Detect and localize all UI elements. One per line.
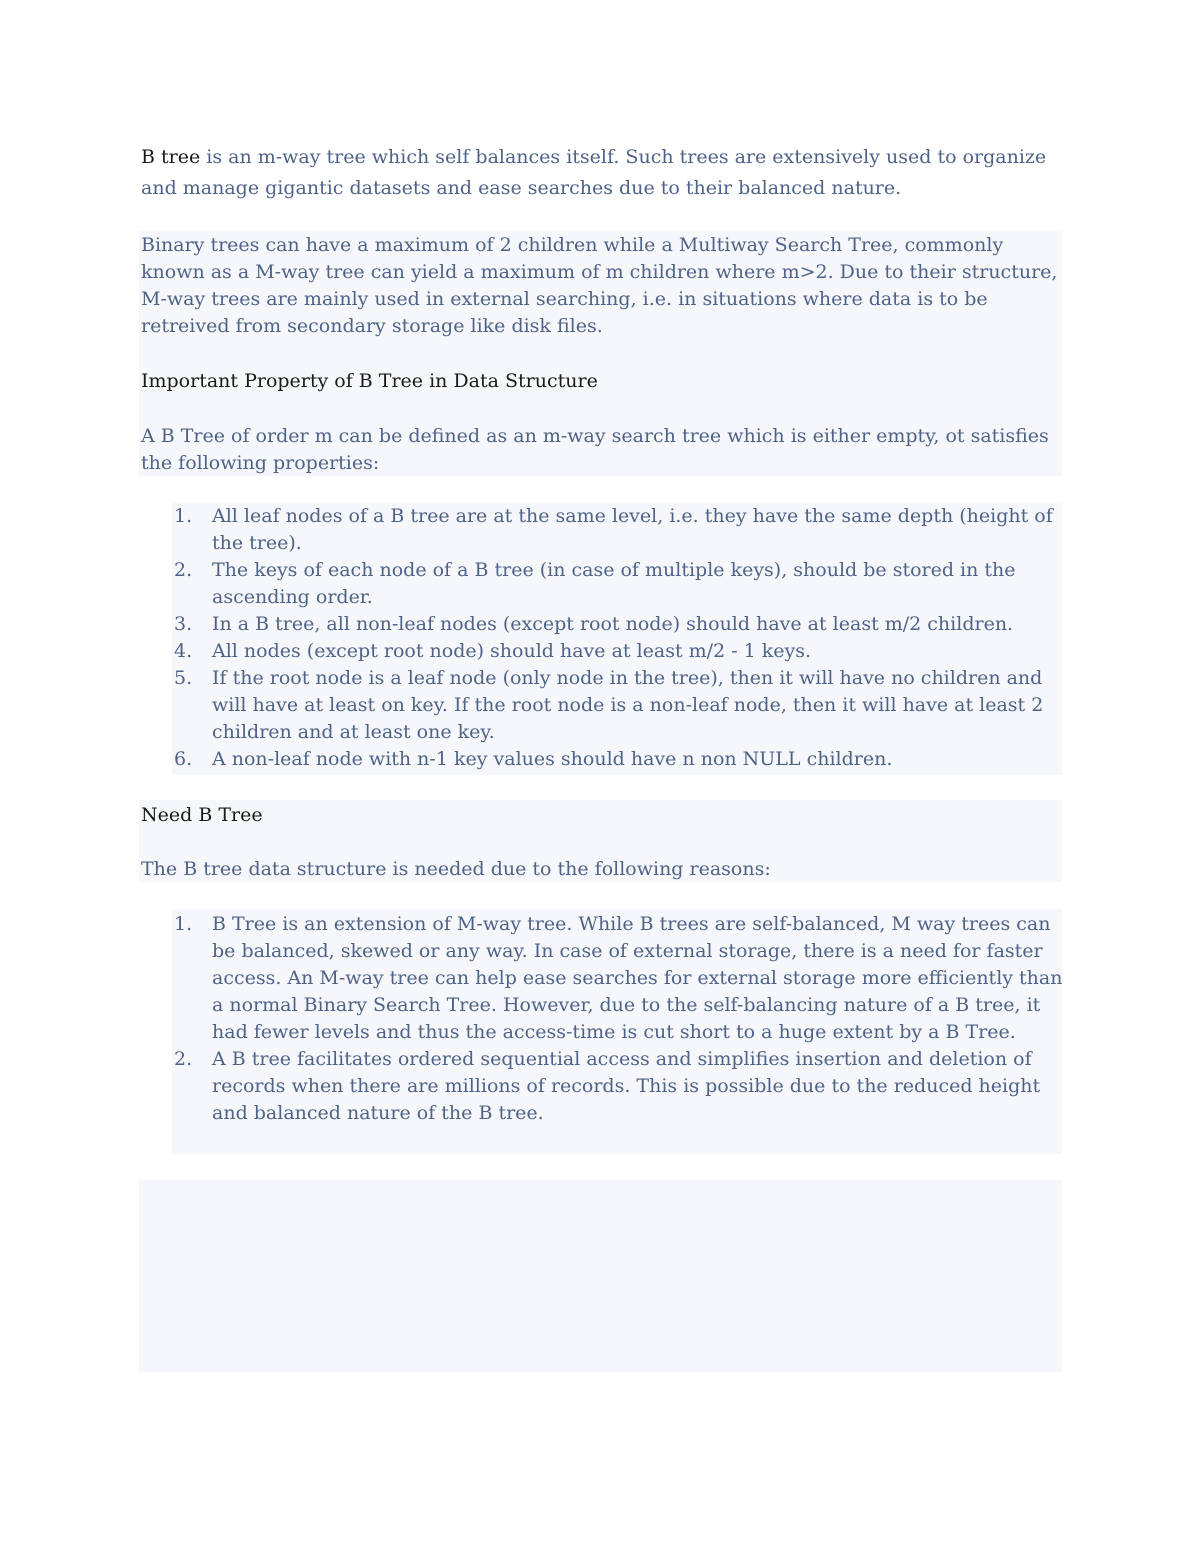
list-text: A B tree facilitates ordered sequential access and simplifies insertion and deletion of records when there are millions of records. This is possible due to the reduced height and balanced nature of the B tree.	[212, 1048, 1041, 1124]
list-item	[174, 1046, 1064, 1127]
list-number: 1.	[174, 505, 193, 527]
list-item	[174, 911, 1064, 1046]
list-text: All nodes (except root node) should have at least m/2 - 1 keys.	[212, 640, 812, 662]
property-heading: Important Property of B Tree in Data Structure	[141, 370, 598, 392]
list-item	[174, 665, 1064, 746]
list-item	[174, 503, 1064, 557]
list-text: In a B tree, all non-leaf nodes (except root node) should have at least m/2 children.	[212, 613, 1014, 635]
intro-text: is an m-way tree which self balances itself. Such trees are extensively used to organize and manage gigantic datasets and ease searches due to their balanced nature.	[141, 146, 1047, 199]
list-number: 3.	[174, 613, 193, 635]
list-number: 4.	[174, 640, 193, 662]
binary-paragraph: Binary trees can have a maximum of 2 children while a Multiway Search Tree, commonly known as a M-way tree can yield a maximum of m children where m>2. Due to their structure, M-way trees are mainly used in external searching, i.e. in situations where data is to be retreived from secondary storage like disk files.	[141, 234, 1058, 337]
list-number: 5.	[174, 667, 193, 689]
list-item	[174, 557, 1064, 611]
list-text: A non-leaf node with n-1 key values should have n non NULL children.	[212, 748, 893, 770]
list-number: 1.	[174, 913, 193, 935]
reasons-list	[174, 911, 1064, 1127]
property-intro: A B Tree of order m can be defined as an m-way search tree which is either empty, ot satisfies the following properties:	[141, 425, 1049, 474]
list-item	[174, 746, 1064, 773]
need-heading: Need B Tree	[141, 804, 263, 826]
list-text: If the root node is a leaf node (only node in the tree), then it will have no children and will have at least on key. If the root node is a non-leaf node, then it will have at least 2 children and at least one key.	[212, 667, 1044, 743]
list-number: 6.	[174, 748, 193, 770]
list-item	[174, 638, 1064, 665]
list-number: 2.	[174, 559, 193, 581]
need-intro: The B tree data structure is needed due to the following reasons:	[141, 858, 771, 880]
list-text: The keys of each node of a B tree (in case of multiple keys), should be stored in the ascending order.	[212, 559, 1016, 608]
intro-term: B tree	[141, 146, 201, 168]
list-text: All leaf nodes of a B tree are at the same level, i.e. they have the same depth (height of the tree).	[212, 505, 1053, 554]
list-item	[174, 611, 1064, 638]
properties-list	[174, 503, 1064, 773]
intro-paragraph	[141, 142, 1061, 204]
shaded-region-empty	[139, 1180, 1062, 1372]
list-number: 2.	[174, 1048, 193, 1070]
list-text: B Tree is an extension of M-way tree. While B trees are self-balanced, M way trees can be balanced, skewed or any way. In case of external storage, there is a need for faster access. An M-way tree can help ease searches for external storage more efficiently than a normal Binary Search Tree. However, due to the self-balancing nature of a B tree, it had fewer levels and thus the access-time is cut short to a huge extent by a B Tree.	[212, 913, 1063, 1043]
